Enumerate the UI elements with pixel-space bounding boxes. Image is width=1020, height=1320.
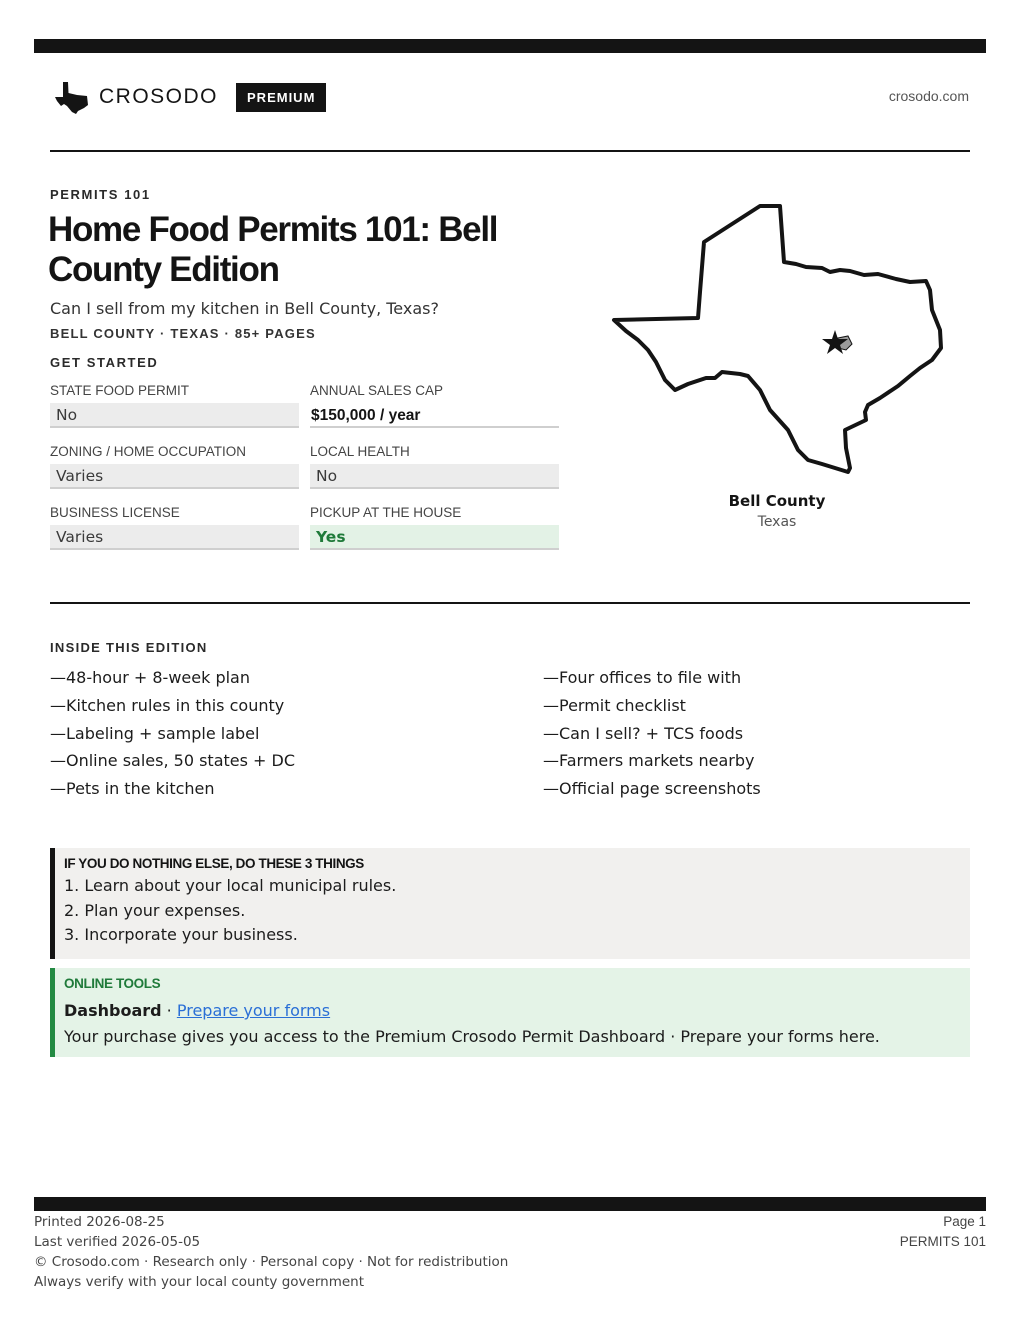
page-title: Home Food Permits 101: Bell County Edition: [48, 210, 498, 289]
fact-value: Yes: [310, 525, 559, 550]
toc-item: —Pets in the kitchen: [50, 779, 215, 798]
county-name: Bell County: [728, 492, 826, 510]
fact-value: No: [310, 464, 559, 489]
dashboard-label: Dashboard: [64, 1001, 162, 1020]
texas-map: [610, 200, 946, 480]
toc-item: —Permit checklist: [543, 695, 686, 715]
toc-item: —Can I sell? + TCS foods: [543, 723, 744, 743]
step-item: 3. Incorporate your business.: [64, 925, 298, 944]
section-eyebrow: PERMITS 101: [50, 187, 151, 202]
footer-right: [900, 1212, 986, 1252]
top-bar: [34, 39, 986, 53]
fact-annual-sales-cap: [310, 382, 559, 443]
texas-shape-icon: [54, 80, 90, 114]
fact-local-health: [310, 443, 559, 504]
footer-left: [34, 1212, 508, 1292]
toc-item: —Online sales, 50 states + DC: [50, 751, 296, 771]
toc-item: —Farmers markets nearby: [543, 751, 755, 771]
toc-item: —Four offices to file with: [543, 668, 742, 687]
fact-label: ZONING / HOME OCCUPATION: [50, 444, 247, 459]
get-started-heading: GET STARTED: [50, 355, 159, 370]
site-url[interactable]: crosodo.com: [888, 88, 969, 104]
step-item: 2. Plan your expenses.: [64, 900, 246, 920]
fact-value: Varies: [50, 525, 299, 550]
tools-description: Your purchase gives you access to the Premium Crosodo Permit Dashboard · Prepare your forms here.: [64, 1027, 880, 1046]
callout-title: ONLINE TOOLS: [64, 976, 161, 991]
toc-item: —Kitchen rules in this county: [50, 695, 285, 715]
fact-label: BUSINESS LICENSE: [50, 505, 180, 520]
fact-pickup-at-house: [310, 504, 559, 565]
texas-outline: [614, 206, 941, 472]
brand[interactable]: [54, 80, 326, 114]
brand-name: CROSODO: [99, 85, 219, 108]
toc-item: —48-hour + 8-week plan: [50, 668, 250, 687]
toc-item: —Official page screenshots: [543, 779, 761, 798]
step-item: 1. Learn about your local municipal rules.: [64, 876, 397, 895]
printed-date: Printed 2026-08-25: [34, 1214, 165, 1230]
fact-value: No: [50, 403, 299, 428]
edition-meta: BELL COUNTY · TEXAS · 85+ PAGES: [50, 326, 316, 341]
county-state: Texas: [757, 514, 797, 530]
separator: ·: [161, 1001, 177, 1020]
bottom-bar: [34, 1197, 986, 1211]
prepare-forms-link[interactable]: Prepare your forms: [176, 1001, 331, 1020]
fact-value: $150,000 / year: [310, 403, 559, 428]
fact-state-food-permit: [50, 382, 299, 443]
fact-business-license: [50, 504, 299, 565]
toc-item: —Labeling + sample label: [50, 723, 260, 743]
quick-facts-grid: [50, 382, 559, 565]
toc-heading: INSIDE THIS EDITION: [50, 640, 208, 655]
dashboard-line: [64, 998, 970, 1024]
fact-label: PICKUP AT THE HOUSE: [310, 505, 462, 520]
fact-label: LOCAL HEALTH: [310, 444, 410, 459]
disclaimer: Always verify with your local county government: [34, 1274, 364, 1290]
must-do-callout: [50, 848, 970, 959]
section-divider: [50, 602, 970, 604]
copyright: © Crosodo.com · Research only · Personal copy · Not for redistribution: [34, 1254, 509, 1270]
callout-title: IF YOU DO NOTHING ELSE, DO THESE 3 THINGS: [64, 856, 364, 871]
fact-value: Varies: [50, 464, 299, 489]
table-of-contents: [50, 664, 970, 803]
online-tools-callout: [50, 968, 970, 1057]
page-subtitle: Can I sell from my kitchen in Bell County, Texas?: [50, 299, 439, 318]
page-number: Page 1: [943, 1214, 986, 1229]
fact-zoning: [50, 443, 299, 504]
fact-label: ANNUAL SALES CAP: [310, 383, 444, 398]
fact-label: STATE FOOD PERMIT: [50, 383, 190, 398]
footer-section: PERMITS 101: [899, 1234, 986, 1249]
verified-date: Last verified 2026-05-05: [34, 1234, 201, 1250]
header-divider: [50, 150, 970, 152]
premium-badge: PREMIUM: [236, 83, 326, 112]
